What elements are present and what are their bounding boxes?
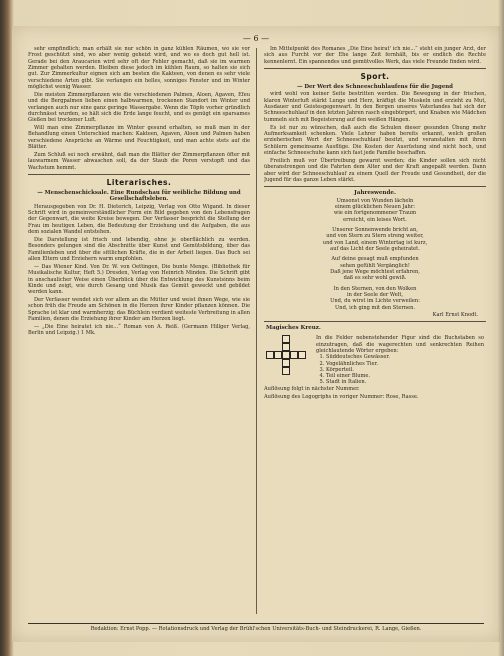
puzzle-block — [264, 325, 486, 385]
section-title-sport: Sport. — [360, 72, 390, 82]
left-intro-paragraph-4: Zum Schluß sei noch erwähnt, daß man die Blätter der Zimmerpflanzen öfter mit lauwarmem Wasser abwaschen soll, da der Staub die Poren verstopft und das Wachstum hemmt. — [28, 152, 250, 171]
puzzle-clue: 4. Teil einer Blume. — [326, 373, 484, 379]
page-number: — 6 — — [242, 34, 270, 43]
newspaper-page — [12, 26, 500, 642]
poem-line: in der Seele der Welt, — [346, 292, 404, 298]
puzzle-clue: 1. Süddeutsches Gewässer. — [326, 354, 484, 360]
review-paragraph-1: Herausgegeben von Dr. H. Dieterich, Leipzig, Verlag von Otto Wigand. In dieser Schrift wird in gemeinverständlicher Form ein Bild gegeben von den Lebensfragen der Gegenwart, die weite Kreise bewegen. Der Verfasser bespricht die Stellung der Frau im heutigen Leben, die Bedeutung der Erziehung und die Aufgaben, die aus dem sozialen Wandel entstehen. — [28, 203, 250, 236]
review-heading: — Menschenschicksale. Eine Rundschau für weibliche Bildung und Gesellschaftsleben. — [37, 190, 241, 203]
poem-line: Umsonst von Wunden lächeln — [336, 197, 414, 204]
puzzle-clue: 5. Stadt in Italien. — [326, 379, 484, 385]
left-intro-paragraph-2: Die meisten Zimmerpflanzen wie die verschiedenen Palmen, Aloen, Agaven, Efeu und die Bergpalmen lieben einen halbwarmen, trockenen Standort im Winter und verlangen auch nur eine ganz geringe Wassergabe. Wenn die Töpfe vorher gründlich durchnässt wurden, so hält sich die Erde lange feucht, und es genügt ein sparsames Gießen bei trockener Luft. — [28, 91, 250, 124]
puzzle-intro: In die Felder nebenstehender Figur sind die Buchstaben so einzutragen, daß die wagerechten und senkrechten Reihen gleichlautende Wörter ergeben: — [316, 335, 484, 354]
review-paragraph-4: Der Verfasser wendet sich vor allem an die Mütter und weist ihnen Wege, wie sie schon früh die Freude am Schönen in die Herzen ihrer Kinder pflanzen können. Die Sprache ist klar und warmherzig; das Büchlein verdient weiteste Verbreitung in allen Familien, denen die Erziehung ihrer Kinder am Herzen liegt. — [28, 297, 250, 323]
poem-line: erreicht, ein leises Wort. — [343, 216, 407, 223]
poem-line: auf das Licht der Seele geheiratet. — [330, 245, 420, 252]
column-divider — [256, 48, 257, 614]
section-divider — [264, 186, 486, 187]
review-paragraph-3: — Das Wiener Kind. Von Dr. W. von Oettingen, Die bunte Menge. (Bibliothek für Musikalische Kultur, Heft 5.) Dresden, Verlag von Heinrich Minden. Die Schrift gibt in anschaulicher Weise einen Überblick über die Entwicklung des Kunstsinns beim Kinde und zeigt, wie durch Gesang und Musik das Gemüt geweckt und gebildet werden kann. — [28, 263, 250, 296]
sport-paragraph-2: Es ist nur zu wünschen, daß auch die Schulen dieser gesunden Übung mehr Aufmerksamkeit schenken. Viele Lehrer haben bereits erkannt, welch großen erzieherischen Wert der Schneeschuhlauf besitzt, und veranstalten mit ihren Schülern gemeinsame Ausflüge. Die Kosten der Ausrüstung sind nicht hoch, und einfache Schneeschuhe kann sich fast jede Familie beschaffen. — [264, 124, 486, 156]
poem-line: daß es sehr wohl gewiß. — [343, 275, 407, 282]
poem-line: Und, du wirst im Lichte verweilen: — [330, 298, 420, 305]
puzzle-cell — [282, 367, 290, 375]
puzzle-cell — [282, 359, 290, 367]
puzzle-solution-note: Auflösung folgt in nächster Nummer. — [264, 386, 360, 393]
puzzle-clue: 2. Vogelähnliches Tier. — [326, 361, 484, 367]
section-divider — [28, 174, 250, 175]
right-column — [264, 46, 486, 616]
poem-line: sehen gefühlt Vergänglich! — [340, 262, 410, 269]
poem-line: In den Sternen, von den Wolken — [333, 285, 417, 292]
page-edge-shadow — [498, 0, 504, 656]
puzzle-cell — [274, 351, 282, 359]
puzzle-clue-list — [316, 354, 484, 385]
poem-line: und von Stern zu Stern streng weiter, — [326, 233, 424, 240]
poem-line: und von Land, einem Wintertag ist kurz, — [322, 239, 428, 246]
puzzle-cell — [282, 343, 290, 351]
magic-cross-grid — [266, 335, 306, 375]
poem-line: Daß jene Wege möchtest erfahren, — [330, 268, 420, 275]
section-title-literarisches: Literarisches. — [106, 178, 172, 188]
sport-paragraph-1: wird wohl von keiner Seite bestritten werden. Die Bewegung in der frischen, klaren Winterluft stärkt Lunge und Herz, kräftigt die Muskeln und erzieht zu Mut, Ausdauer und Geistesgegenwart. In den Bergen unseres Vaterlandes hat sich der Schneeschuhlauf in den letzten Jahren rasch eingebürgert, und Knaben wie Mädchen tummeln sich mit Begeisterung auf den weißen Hängen. — [264, 91, 486, 123]
poem-line: Unserer Sonnenwende bricht an, — [332, 226, 418, 233]
previous-puzzle-solution: Auflösung des Logogriphs in voriger Nummer: Rose, Rasse. — [264, 393, 419, 400]
puzzle-title: Magisches Kreuz. — [266, 325, 321, 332]
puzzle-cell — [282, 351, 290, 359]
puzzle-cell — [266, 351, 274, 359]
puzzle-clue: 3. Körperteil. — [326, 367, 484, 373]
section-divider — [264, 68, 486, 69]
right-intro-paragraph-1: Im Mittelpunkt des Romanes „Die Eine heirat' ich nie...“ steht ein junger Arzt, der sich aus Furcht vor der Ehe lange Zeit fernhält, bis er endlich die Rechte kennenlernt. Ein spannendes und gemütvolles Werk, das viele Freunde finden wird. — [264, 46, 486, 65]
review-paragraph-2: Die Darstellung ist frisch und lebendig, ohne je oberflächlich zu werden. Besonders gelungen sind die Abschnitte über Kunst und Gemütsbildung, über das Familienleben und über die sittlichen Kräfte, die in der Arbeit liegen. Das Buch sei allen Eltern und Erziehern warm empfohlen. — [28, 236, 250, 262]
puzzle-cell — [282, 335, 290, 343]
puzzle-text — [316, 335, 484, 385]
poem-line: einem glücklichen Neuen Jahr: — [335, 203, 415, 210]
review-paragraph-5: — „Die Eine heiratet ich nie...“ Roman von A. Reiß. (Germann Hillger Verlag, Berlin und Leipzig.) 1 Mk. — [28, 323, 250, 337]
sport-article-heading: — Der Wert des Schneeschuhlaufens für die Jugend — [297, 84, 453, 91]
puzzle-cell — [298, 351, 306, 359]
poem-line: Und, ich ging mit den Sternen. — [335, 304, 415, 311]
left-column — [28, 46, 250, 616]
section-divider — [264, 321, 486, 322]
left-intro-paragraph-3: Will man eine Zimmerpflanze im Winter gesund erhalten, so muß man in der Behandlung einen Unterschied machen: Kakteen, Agaven, Aloen und Palmen haben verschiedene Ansprüche an Wärme und Feuchtigkeit, und man achte stets auf die Blätter. — [28, 125, 250, 151]
sport-paragraph-3: Freilich muß vor Übertreibung gewarnt werden; die Kinder sollen sich nicht überanstrengen und die Fahrten dem Alter und der Kraft angepaßt werden. Dann aber wird der Schneeschuhlauf zu einem Quell der Freude und Gesundheit, der die Jugend für das ganze Leben stärkt. — [264, 157, 486, 183]
poem-author: Karl Ernst Knodt. — [432, 312, 478, 319]
poem-line: wie ein fortgenommener Traum — [333, 210, 417, 217]
poem-line: Auf deine gesagt muß empfunden — [331, 256, 419, 263]
page-footer-imprint: Redaktion: Ernst Popp. — Rotationsdruck und Verlag der Brühl'schen Universitäts-Buch- und Steindruckerei, R. Lange, Gießen. — [28, 623, 484, 632]
poem-title: Jahreswende. — [354, 190, 396, 197]
left-intro-paragraph-1: sehr empfindlich; man erhält sie nur schön in ganz kühlen Räumen, wo sie vor Frost geschützt sind, wo aber wenig geheizt wird, und wo es doch gut hell ist. Gerade bei den Araucarien wird sehr oft der Fehler gemacht, daß sie im warmen Zimmer gehalten werden. Bleiben diese jedoch im kühlen Raum, so halten sie sich gut. Zur Zimmerkultur eignen sich am besten die Kakteen, von denen es sehr viele verschiedene Arten gibt. Sie verlangen ein helles, sonniges Fenster und im Winter möglichst wenig Wasser. — [28, 46, 250, 91]
puzzle-cell — [290, 351, 298, 359]
